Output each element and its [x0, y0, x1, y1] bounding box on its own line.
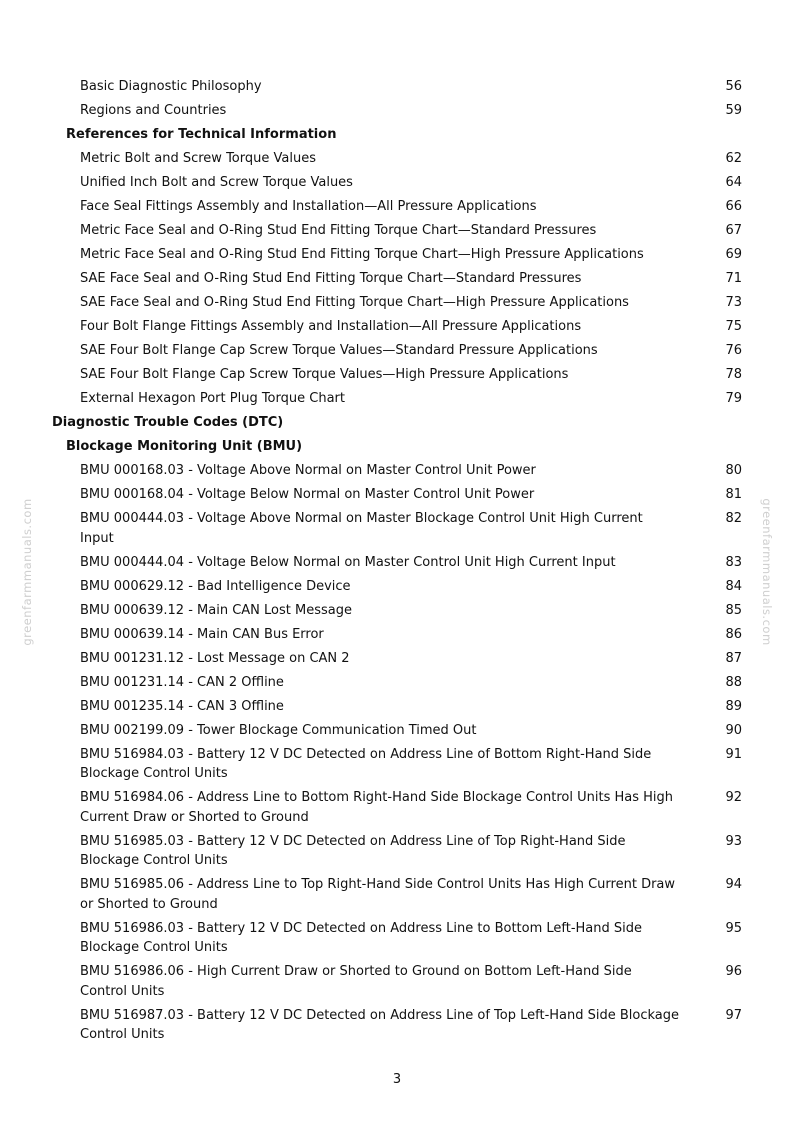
toc-entry[interactable] — [0, 365, 794, 385]
toc-entry-page: 96 — [725, 964, 742, 979]
toc-entry-title: Metric Face Seal and O-Ring Stud End Fitting Torque Chart—High Pressure Applications — [80, 247, 644, 262]
toc-entry-title: Diagnostic Trouble Codes (DTC) — [52, 415, 284, 430]
toc-entry-title: SAE Face Seal and O-Ring Stud End Fitting Torque Chart—High Pressure Applications — [80, 295, 629, 310]
toc-entry-title: BMU 000639.12 - Main CAN Lost Message — [80, 602, 352, 618]
page-number: 3 — [392, 1072, 402, 1087]
toc-entry-title: BMU 000168.04 - Voltage Below Normal on Master Control Unit Power — [80, 487, 535, 502]
toc-entry[interactable] — [0, 293, 794, 313]
toc-entry-page: 94 — [725, 877, 742, 892]
toc-entry[interactable] — [0, 625, 794, 645]
toc-entry-title: BMU 000444.03 - Voltage Above Normal on Master Blockage Control Unit High Current Input — [80, 511, 643, 546]
toc-entry-page: 66 — [725, 199, 742, 214]
table-of-contents — [0, 77, 794, 1049]
toc-entry-title: BMU 000629.12 - Bad Intelligence Device — [80, 578, 351, 594]
toc-entry[interactable] — [0, 553, 794, 573]
toc-entry-page: 64 — [725, 175, 742, 190]
toc-entry[interactable] — [0, 461, 794, 481]
toc-entry-page: 92 — [725, 790, 742, 805]
toc-entry-page: 59 — [725, 103, 742, 118]
toc-entry[interactable] — [0, 832, 794, 871]
watermark-left: greenfarmmanuals.com — [20, 498, 34, 646]
toc-entry[interactable] — [0, 721, 794, 741]
toc-entry-page: 90 — [725, 722, 742, 738]
toc-entry-title: SAE Four Bolt Flange Cap Screw Torque Values—Standard Pressure Applications — [80, 343, 598, 358]
toc-section-heading[interactable] — [0, 437, 794, 457]
toc-entry-page: 86 — [725, 626, 742, 642]
toc-entry[interactable] — [0, 389, 794, 409]
toc-entry-page: 93 — [725, 833, 742, 849]
watermark-right: greenfarmmanuals.com — [760, 498, 774, 646]
toc-entry-title: SAE Face Seal and O-Ring Stud End Fitting Torque Chart—Standard Pressures — [80, 271, 582, 286]
toc-entry-page: 69 — [725, 247, 742, 262]
toc-entry-title: BMU 001231.12 - Lost Message on CAN 2 — [80, 650, 350, 666]
toc-entry-page: 88 — [725, 674, 742, 690]
toc-entry-title: Basic Diagnostic Philosophy — [80, 79, 262, 94]
toc-entry-title: Metric Bolt and Screw Torque Values — [80, 151, 316, 166]
toc-entry-title: Regions and Countries — [80, 103, 227, 118]
toc-entry[interactable] — [0, 601, 794, 621]
toc-entry-page: 89 — [725, 698, 742, 714]
toc-entry-page: 97 — [725, 1007, 742, 1023]
toc-entry-page: 82 — [725, 511, 742, 526]
toc-entry-page: 81 — [725, 487, 742, 502]
toc-entry-page: 91 — [725, 746, 742, 762]
toc-entry[interactable] — [0, 509, 794, 548]
toc-entry-page: 83 — [725, 554, 742, 570]
toc-entry-page: 75 — [725, 319, 742, 334]
toc-entry-title: BMU 001231.14 - CAN 2 Offline — [80, 674, 284, 690]
toc-entry[interactable] — [0, 788, 794, 827]
toc-entry-page: 78 — [725, 367, 742, 382]
toc-entry-title: BMU 516985.06 - Address Line to Top Right-Hand Side Control Units Has High Current Draw or Shorted to Ground — [80, 877, 676, 912]
toc-entry[interactable] — [0, 245, 794, 265]
toc-entry-title: References for Technical Information — [66, 127, 337, 142]
toc-entry-title: Four Bolt Flange Fittings Assembly and Installation—All Pressure Applications — [80, 319, 582, 334]
toc-entry[interactable] — [0, 485, 794, 505]
toc-entry-title: BMU 516984.06 - Address Line to Bottom Right-Hand Side Blockage Control Units Has High Current Draw or Shorted to Ground — [80, 790, 673, 825]
toc-entry[interactable] — [0, 919, 794, 958]
toc-entry[interactable] — [0, 101, 794, 121]
toc-entry-title: Blockage Monitoring Unit (BMU) — [66, 439, 303, 454]
toc-entry-title: SAE Four Bolt Flange Cap Screw Torque Values—High Pressure Applications — [80, 367, 569, 382]
toc-entry[interactable] — [0, 197, 794, 217]
toc-entry[interactable] — [0, 269, 794, 289]
toc-entry-page: 95 — [725, 920, 742, 936]
toc-entry-page: 79 — [725, 391, 742, 406]
toc-entry-page: 84 — [725, 578, 742, 594]
toc-entry-page: 85 — [725, 602, 742, 618]
toc-entry-title: BMU 001235.14 - CAN 3 Offline — [80, 698, 284, 714]
toc-entry-title: BMU 000444.04 - Voltage Below Normal on Master Control Unit High Current Input — [80, 554, 616, 570]
toc-entry-title: Unified Inch Bolt and Screw Torque Values — [80, 175, 353, 190]
toc-entry-title: BMU 516986.03 - Battery 12 V DC Detected on Address Line to Bottom Left-Hand Side Blockage Control Units — [80, 920, 643, 955]
toc-entry-title: BMU 516986.06 - High Current Draw or Shorted to Ground on Bottom Left-Hand Side Control Units — [80, 964, 632, 999]
toc-chapter-heading[interactable] — [0, 413, 794, 433]
toc-entry-page: 71 — [725, 271, 742, 286]
toc-entry[interactable] — [0, 317, 794, 337]
toc-entry-page: 62 — [725, 151, 742, 166]
toc-entry-title: Metric Face Seal and O-Ring Stud End Fitting Torque Chart—Standard Pressures — [80, 223, 597, 238]
toc-entry-title: BMU 002199.09 - Tower Blockage Communication Timed Out — [80, 722, 477, 738]
toc-entry[interactable] — [0, 149, 794, 169]
toc-entry[interactable] — [0, 875, 794, 914]
toc-entry[interactable] — [0, 577, 794, 597]
toc-entry-page: 76 — [725, 343, 742, 358]
toc-entry[interactable] — [0, 173, 794, 193]
toc-entry-title: BMU 516987.03 - Battery 12 V DC Detected on Address Line of Top Left-Hand Side Blockage Control Units — [80, 1007, 680, 1042]
toc-entry[interactable] — [0, 77, 794, 97]
toc-entry-title: BMU 516985.03 - Battery 12 V DC Detected on Address Line of Top Right-Hand Side Blockage Control Units — [80, 833, 626, 868]
toc-entry-title: BMU 516984.03 - Battery 12 V DC Detected on Address Line of Bottom Right-Hand Side Blockage Control Units — [80, 746, 652, 781]
toc-entry[interactable] — [0, 745, 794, 784]
toc-entry[interactable] — [0, 1006, 794, 1045]
toc-entry[interactable] — [0, 673, 794, 693]
toc-entry-page: 80 — [725, 463, 742, 478]
toc-entry-page: 87 — [725, 650, 742, 666]
toc-entry-title: BMU 000639.14 - Main CAN Bus Error — [80, 626, 324, 642]
toc-entry[interactable] — [0, 341, 794, 361]
toc-entry-page: 56 — [725, 79, 742, 94]
toc-entry-title: External Hexagon Port Plug Torque Chart — [80, 391, 345, 406]
toc-entry[interactable] — [0, 962, 794, 1001]
toc-entry-title: Face Seal Fittings Assembly and Installation—All Pressure Applications — [80, 199, 537, 214]
toc-entry-title: BMU 000168.03 - Voltage Above Normal on Master Control Unit Power — [80, 463, 536, 478]
toc-entry[interactable] — [0, 649, 794, 669]
toc-entry-page: 67 — [725, 223, 742, 238]
toc-entry[interactable] — [0, 221, 794, 241]
toc-section-heading[interactable] — [0, 125, 794, 145]
toc-entry-page: 73 — [725, 295, 742, 310]
toc-entry[interactable] — [0, 697, 794, 717]
